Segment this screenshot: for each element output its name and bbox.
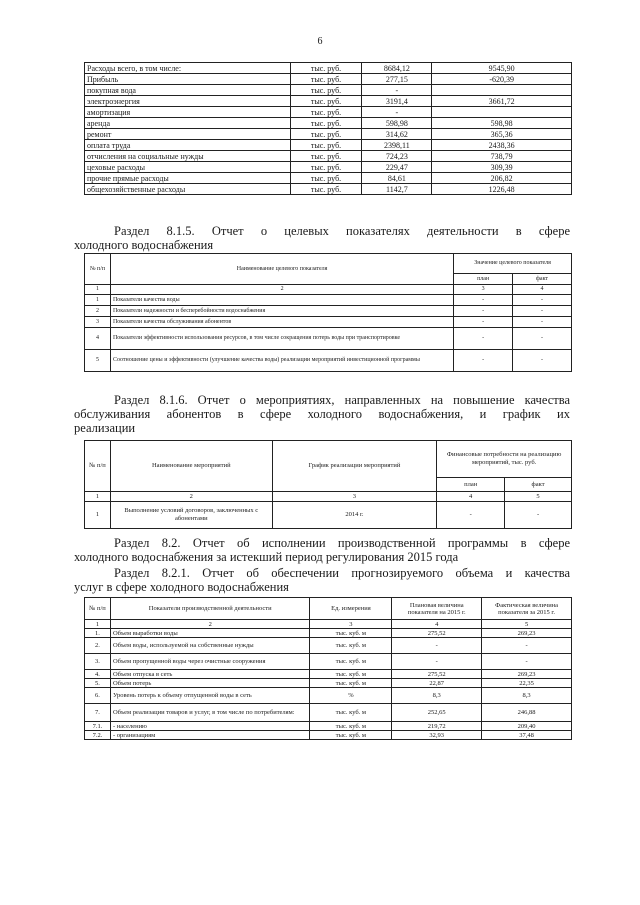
production-table <box>84 597 572 740</box>
row-num: 5 <box>85 350 111 372</box>
section-8-1-5-heading <box>74 224 570 252</box>
row-unit: тыс. руб. <box>290 74 362 85</box>
row-name: Уровень потерь к объему отпущенной воды в сеть <box>110 688 310 704</box>
row-value-plan: - <box>362 107 432 118</box>
row-value-fact: 3661,72 <box>432 96 572 107</box>
col-number: 3 <box>310 620 392 629</box>
table-row <box>85 140 572 151</box>
row-num: 2 <box>85 306 111 317</box>
row-value-fact: 1226,48 <box>432 184 572 195</box>
row-name: прочие прямые расходы <box>85 173 291 184</box>
row-name: покупная вода <box>85 85 291 96</box>
row-fact: - <box>513 350 572 372</box>
row-num: 3. <box>85 654 111 670</box>
row-value-plan: - <box>362 85 432 96</box>
row-fact: - <box>513 295 572 306</box>
col-number: 5 <box>482 620 572 629</box>
row-plan: 275,52 <box>392 670 482 679</box>
table-row <box>85 704 572 722</box>
row-schedule: 2014 г. <box>272 502 437 529</box>
row-name: Показатели качества обслуживания абонентов <box>110 317 453 328</box>
header-plan: план <box>454 274 513 285</box>
row-name: Прибыль <box>85 74 291 85</box>
row-num: 7.1. <box>85 722 111 731</box>
row-fact: 22,35 <box>482 679 572 688</box>
col-number: 2 <box>110 285 453 295</box>
header-num: № п/п <box>85 598 111 620</box>
row-value-plan: 3191,4 <box>362 96 432 107</box>
header-num: № п/п <box>85 441 111 492</box>
col-number: 1 <box>85 492 111 502</box>
row-value-fact: 365,36 <box>432 129 572 140</box>
row-plan: - <box>454 295 513 306</box>
section-8-2-heading <box>74 536 570 564</box>
row-value-plan: 314,62 <box>362 129 432 140</box>
row-unit: тыс. руб. <box>290 63 362 74</box>
row-plan: 32,93 <box>392 731 482 740</box>
row-value-fact <box>432 107 572 118</box>
row-unit: тыс. куб. м <box>310 679 392 688</box>
row-name: - организациям <box>110 731 310 740</box>
row-value-plan: 229,47 <box>362 162 432 173</box>
row-name: оплата труда <box>85 140 291 151</box>
row-num: 5. <box>85 679 111 688</box>
header-fact: факт <box>505 478 572 492</box>
table-row <box>85 731 572 740</box>
table-row <box>85 151 572 162</box>
row-value-plan: 2398,11 <box>362 140 432 151</box>
row-unit: тыс. руб. <box>290 129 362 140</box>
row-name: Объем воды, используемой на собственные нужды <box>110 638 310 654</box>
row-plan: - <box>454 317 513 328</box>
col-number: 3 <box>272 492 437 502</box>
table-row <box>85 722 572 731</box>
row-name: Объем потерь <box>110 679 310 688</box>
row-name: Показатели качества воды <box>110 295 453 306</box>
table-row <box>85 96 572 107</box>
row-fact: 209,40 <box>482 722 572 731</box>
row-name: Показатели эффективности использования ресурсов, в том числе сокращения потерь воды при транспортировке <box>110 328 453 350</box>
row-plan: 8,3 <box>392 688 482 704</box>
table-row <box>85 502 572 529</box>
row-unit: тыс. руб. <box>290 173 362 184</box>
header-actual: Фактическая величина показателя за 2015 г. <box>482 598 572 620</box>
row-value-fact: 2438,36 <box>432 140 572 151</box>
row-name: Расходы всего, в том числе: <box>85 63 291 74</box>
row-fact: 246,88 <box>482 704 572 722</box>
row-value-fact: 598,98 <box>432 118 572 129</box>
row-num: 7.2. <box>85 731 111 740</box>
header-schedule: График реализации мероприятий <box>272 441 437 492</box>
row-value-fact: 309,39 <box>432 162 572 173</box>
header-name: Наименование целевого показателя <box>110 254 453 285</box>
table-row <box>85 328 572 350</box>
target-indicators-table <box>84 253 572 372</box>
heading-line: холодного водоснабжения <box>74 238 214 252</box>
row-fact: 269,23 <box>482 670 572 679</box>
section-8-2-1-heading <box>74 566 570 594</box>
row-num: 3 <box>85 317 111 328</box>
row-name: цеховые расходы <box>85 162 291 173</box>
row-value-fact: 9545,90 <box>432 63 572 74</box>
row-name: - населению <box>110 722 310 731</box>
col-number: 4 <box>513 285 572 295</box>
table-row <box>85 670 572 679</box>
row-unit: тыс. куб. м <box>310 731 392 740</box>
header-planned: Плановая величина показателя на 2015 г. <box>392 598 482 620</box>
row-value-plan: 277,15 <box>362 74 432 85</box>
row-fact: - <box>505 502 572 529</box>
table-row <box>85 638 572 654</box>
col-number: 3 <box>454 285 513 295</box>
measures-table <box>84 440 572 529</box>
row-fact: 269,23 <box>482 629 572 638</box>
row-unit: тыс. руб. <box>290 184 362 195</box>
row-plan: 275,52 <box>392 629 482 638</box>
heading-line: Раздел 8.1.6. Отчет о мероприятиях, направленных на повышение качества <box>114 393 570 407</box>
table-row <box>85 85 572 96</box>
row-name: Объем выработки воды <box>110 629 310 638</box>
row-plan: - <box>392 654 482 670</box>
row-unit: тыс. куб. м <box>310 704 392 722</box>
row-name: Соотношение цены и эффективности (улучшение качества воды) реализации мероприятий инвестиционной программы <box>110 350 453 372</box>
row-plan: 22,87 <box>392 679 482 688</box>
row-unit: тыс. руб. <box>290 96 362 107</box>
table-row <box>85 107 572 118</box>
table-row <box>85 118 572 129</box>
row-num: 4. <box>85 670 111 679</box>
row-plan: - <box>437 502 505 529</box>
row-unit: тыс. куб. м <box>310 654 392 670</box>
page-number: 6 <box>317 36 323 47</box>
row-name: отчисления на социальные нужды <box>85 151 291 162</box>
header-name: Показатели производственной деятельности <box>110 598 310 620</box>
table-row <box>85 629 572 638</box>
row-num: 7. <box>85 704 111 722</box>
row-fact: - <box>513 328 572 350</box>
table-row <box>85 654 572 670</box>
heading-line: Раздел 8.2.1. Отчет об обеспечении прогнозируемого объема и качества <box>114 566 570 580</box>
row-num: 1. <box>85 629 111 638</box>
row-value-fact: 206,82 <box>432 173 572 184</box>
row-name: амортизация <box>85 107 291 118</box>
header-num: № п/п <box>85 254 111 285</box>
row-value-plan: 1142,7 <box>362 184 432 195</box>
row-name: электроэнергия <box>85 96 291 107</box>
row-fact: - <box>482 638 572 654</box>
row-plan: 252,65 <box>392 704 482 722</box>
row-plan: - <box>454 350 513 372</box>
header-unit: Ед. измерения <box>310 598 392 620</box>
heading-line: Раздел 8.1.5. Отчет о целевых показателях деятельности в сфере <box>114 224 570 238</box>
row-value-fact <box>432 85 572 96</box>
col-number: 4 <box>392 620 482 629</box>
row-fact: - <box>513 317 572 328</box>
row-unit: тыс. куб. м <box>310 722 392 731</box>
row-name: Объем реализации товаров и услуг, в том числе по потребителям: <box>110 704 310 722</box>
row-plan: 219,72 <box>392 722 482 731</box>
heading-line: Раздел 8.2. Отчет об исполнении производственной программы в сфере <box>114 536 570 550</box>
row-value-plan: 598,98 <box>362 118 432 129</box>
row-name: ремонт <box>85 129 291 140</box>
col-number: 5 <box>505 492 572 502</box>
row-unit: тыс. куб. м <box>310 629 392 638</box>
row-unit: тыс. руб. <box>290 118 362 129</box>
row-unit: тыс. руб. <box>290 107 362 118</box>
row-unit: тыс. куб. м <box>310 638 392 654</box>
row-value-plan: 8684,12 <box>362 63 432 74</box>
row-name: общехозяйственные расходы <box>85 184 291 195</box>
row-plan: - <box>454 306 513 317</box>
row-plan: - <box>392 638 482 654</box>
row-num: 1 <box>85 295 111 306</box>
row-unit: тыс. руб. <box>290 85 362 96</box>
table-row <box>85 350 572 372</box>
heading-line: услуг в сфере холодного водоснабжения <box>74 580 289 594</box>
table-row <box>85 63 572 74</box>
header-plan: план <box>437 478 505 492</box>
heading-line: обслуживания абонентов в сфере холодного водоснабжения, и график их <box>74 407 570 421</box>
table-row <box>85 173 572 184</box>
col-number: 2 <box>110 620 310 629</box>
row-name: аренда <box>85 118 291 129</box>
row-value-fact: -620,39 <box>432 74 572 85</box>
header-fact: факт <box>513 274 572 285</box>
table-row <box>85 679 572 688</box>
row-name: Объем отпуска в сеть <box>110 670 310 679</box>
header-name: Наименование мероприятий <box>110 441 272 492</box>
row-fact: - <box>513 306 572 317</box>
col-number: 4 <box>437 492 505 502</box>
table-row <box>85 184 572 195</box>
col-number: 1 <box>85 285 111 295</box>
header-finance: Финансовые потребности на реализацию мероприятий, тыс. руб. <box>437 441 572 478</box>
header-value: Значение целевого показателя <box>454 254 572 274</box>
table-row <box>85 162 572 173</box>
heading-line: реализации <box>74 421 136 435</box>
row-value-plan: 84,61 <box>362 173 432 184</box>
row-unit: тыс. куб. м <box>310 670 392 679</box>
row-fact: - <box>482 654 572 670</box>
row-num: 1 <box>85 502 111 529</box>
row-unit: тыс. руб. <box>290 151 362 162</box>
table-row <box>85 295 572 306</box>
table-row <box>85 74 572 85</box>
row-num: 4 <box>85 328 111 350</box>
row-plan: - <box>454 328 513 350</box>
heading-line: холодного водоснабжения за истекший период регулирования 2015 года <box>74 550 459 564</box>
row-num: 6. <box>85 688 111 704</box>
col-number: 2 <box>110 492 272 502</box>
row-fact: 37,48 <box>482 731 572 740</box>
row-name: Показатели надежности и бесперебойности водоснабжения <box>110 306 453 317</box>
row-fact: 8,3 <box>482 688 572 704</box>
row-unit: % <box>310 688 392 704</box>
section-8-1-6-heading <box>74 393 570 435</box>
row-name: Выполнение условий договоров, заключенных с абонентами <box>110 502 272 529</box>
row-value-fact: 738,79 <box>432 151 572 162</box>
table-row <box>85 306 572 317</box>
row-num: 2. <box>85 638 111 654</box>
row-unit: тыс. руб. <box>290 140 362 151</box>
table-row <box>85 688 572 704</box>
expenses-table <box>84 62 572 195</box>
row-name: Объем пропущенной воды через очистные сооружения <box>110 654 310 670</box>
col-number: 1 <box>85 620 111 629</box>
table-row <box>85 317 572 328</box>
row-value-plan: 724,23 <box>362 151 432 162</box>
table-row <box>85 129 572 140</box>
row-unit: тыс. руб. <box>290 162 362 173</box>
